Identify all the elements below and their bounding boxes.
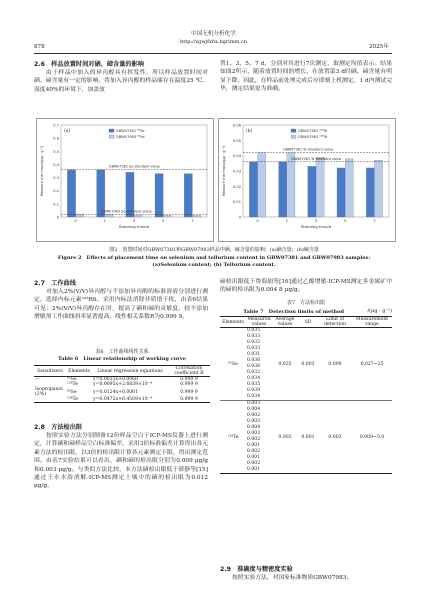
t6-h-3: Correlation coefficient R — [174, 366, 204, 376]
annotation-label: GBW07381 Te standard value — [283, 147, 334, 152]
measured-value: 0.001 — [247, 467, 261, 472]
t7-h: Measurement range — [355, 317, 389, 327]
x-tick-label: 3 — [132, 218, 136, 223]
t7-cell: 0.009~5.0 — [359, 434, 385, 440]
legend-label: GBW07983 ⁸²Se — [116, 135, 145, 139]
measured-value: 0.032 — [247, 370, 261, 375]
bar — [67, 170, 75, 217]
y-axis-label: Measure the mass/(μg · g⁻¹) — [40, 145, 44, 197]
section-2-6-text-right: 置1、3、5、7 d，分别对其进行7次测定，取测定均值表示。结果如图2所示，随着放置时间的增长，在放置第3 d时硒、碲含量有明显下降。因此，在样品前处理完成后应即刻上机测定，1 d内测试完毕，测定结果更为准确。 — [220, 61, 392, 93]
section-2-6-text-left: 由于样品中加入的异丙醇具有挥发性，所以样品放置时间对硒、碲含量有一定的影响。将加入异丙醇的样品储存在温度25 ℃、湿度40%的环境下，加盖放 — [34, 70, 208, 93]
legend-label: GBW07381 ⁸²Se — [116, 129, 145, 133]
section-2-6-title: 2.6 样品放置时间对硒、碲含量的影响 — [34, 61, 144, 68]
t6-cell: y=0.0472x+6.4509×10⁻⁴ — [93, 397, 152, 402]
measured-value: 0.036 — [247, 358, 261, 363]
y-tick-label: 0 — [56, 215, 59, 220]
measured-value: 0.032 — [247, 340, 261, 345]
table-6-caption-cn: 表6 工作曲线线性关系 — [95, 349, 149, 355]
t6-h-0: Sensitizers — [37, 368, 63, 374]
x-axis-label: Standing time/d — [300, 224, 332, 229]
x-tick-label: 0 — [74, 218, 77, 223]
bar — [337, 168, 345, 217]
section-2-8-title: 2.8 方法检出限 — [34, 424, 83, 431]
x-axis-label: Standing time/d — [118, 224, 150, 229]
chart-b-svg — [219, 119, 395, 241]
page-number: 878 — [34, 44, 45, 50]
t6-cell: 0.999 9 — [180, 382, 198, 387]
chart-panel-b — [218, 118, 396, 242]
measured-value: 0.002 — [247, 437, 261, 442]
measured-value: 0.035 — [247, 382, 261, 387]
legend-swatch — [109, 135, 114, 138]
table-7-header — [220, 317, 392, 328]
bar — [249, 162, 257, 217]
measured-value: 0.004 — [247, 425, 261, 430]
t7-cell: 0.035 — [278, 361, 292, 367]
bar — [76, 214, 84, 217]
t6-h-2: Linear regression equations — [97, 368, 163, 374]
legend-swatch — [291, 129, 296, 132]
table-row — [34, 387, 210, 397]
legend-label: GBW07983 ¹²⁸Te — [298, 135, 328, 139]
measured-value: 0.039 — [247, 388, 261, 393]
legend-swatch — [109, 129, 114, 132]
y-tick-label: 0.1 — [53, 202, 59, 207]
x-tick-label: 7 — [191, 218, 194, 223]
t7-h: Average values — [275, 317, 295, 327]
x-tick-label: 7 — [373, 218, 376, 223]
measured-value: 0.002 — [247, 413, 261, 418]
measured-value: 0.001 — [247, 443, 261, 448]
t6-cell: Isopropanol (2%) — [35, 387, 63, 397]
table-6 — [34, 365, 210, 403]
t6-cell: 0.999 9 — [180, 397, 198, 402]
section-2-9-text: 按照实验方法，对国家标准物质GBW07983、 — [232, 575, 353, 581]
table-row-te — [220, 401, 392, 474]
table-7-unit: /(μg · g⁻¹) — [367, 308, 392, 314]
t7-cell: 0.003 — [301, 361, 315, 367]
t7-se-values — [246, 328, 272, 401]
table-row-se — [220, 328, 392, 401]
header-rule — [34, 53, 392, 54]
y-tick-label: 0.02 — [232, 184, 241, 189]
annotation-label: GBW07983 Te standard value — [291, 156, 342, 161]
y-tick-label: 0.03 — [232, 169, 241, 174]
bar — [105, 214, 113, 217]
table-6-header — [34, 366, 210, 377]
legend-swatch — [291, 135, 296, 138]
t6-cell: 0.999 9 — [180, 377, 198, 382]
t6-cell: — — [35, 377, 40, 382]
table-6-caption-en: Table 6 Linear relationship of working curve — [58, 356, 186, 362]
y-tick-label: 0 — [238, 215, 241, 220]
section-2-7-text: 对加入2%(V/V)异丙醇与不添加异丙醇的标准溶液分别进行测定，选择内标元素¹⁰³Rh，采用内标法消除非质谱干扰，由表6结果可见：2%(V/V)异丙醇存在时，提高了硒和碲的灵敏度，较不添加增敏剂工作曲线斜率显著提高，线性相关系数R为0.999 9。 — [34, 289, 208, 321]
measured-value: 0.036 — [247, 364, 261, 369]
bar — [308, 166, 316, 217]
t6-cell — [34, 397, 66, 403]
t6-h-1: Elements — [68, 368, 90, 374]
t6-cell: y=0.0095x+2.6839×10⁻⁴ — [93, 382, 152, 387]
t6-cell: y=0.0124x+0.0061 — [93, 389, 139, 395]
y-tick-label: 0.04 — [232, 154, 241, 159]
panel-label: (b) — [246, 129, 253, 134]
measured-value: 0.001 — [247, 455, 261, 460]
section-2-8-text: 按照实验方法分别制备12份样品空白于ICP-MS仪器上进行测定，计算硒和碲样品空白标准偏差，采用3倍标准偏差计算得出各元素方法的检出限，以3倍的检出限计算各元素测定下限，得出测定范围。由表7实验结果可以看出，硒和碲的检出限分别为0.009 μg/g和0.003 μg/g。与类似方法比较，本方法硒检出限低于薛静等[15]通过王水水浴消解-ICP-MS测定土壤中的硒的检出限为0.012 μg/g， — [34, 433, 208, 490]
t7-cell: ¹²⁸Te — [227, 434, 239, 440]
x-tick-label: 5 — [161, 218, 165, 223]
y-tick-label: 0.4 — [53, 162, 59, 167]
measured-value: 0.034 — [247, 394, 261, 399]
bar — [366, 168, 374, 217]
bar — [155, 174, 163, 217]
figure-2-caption-en-1: Figure 2 Effects of placement time on selenium and tellurium content in GBW07381 and GBW07983 samples: — [57, 255, 371, 261]
table-7-caption-en — [220, 308, 392, 315]
y-tick-label: 0.2 — [53, 189, 59, 194]
t7-cell: 0.002 — [278, 434, 292, 440]
measured-value: 0.002 — [247, 449, 261, 454]
bar — [192, 215, 200, 217]
t7-h: Elements — [222, 319, 244, 325]
measured-value: 0.002 — [247, 461, 261, 466]
t7-cell: ⁸²Se — [228, 361, 238, 367]
t7-cell: 0.001 — [301, 434, 315, 440]
x-tick-label: 1 — [103, 218, 107, 223]
t7-cell: 0.003 — [328, 434, 342, 440]
panel-label: (a) — [64, 129, 71, 134]
bar — [374, 160, 382, 217]
year: 2025年 — [369, 44, 389, 50]
t7-h: Limit of detection — [324, 317, 346, 327]
measured-value: 0.034 — [247, 376, 261, 381]
t6-cell: ⁸²Se — [67, 389, 77, 395]
measured-value: 0.003 — [247, 401, 261, 406]
x-tick-label: 3 — [314, 218, 318, 223]
t6-cell: ¹²⁸Te — [67, 382, 78, 387]
y-tick-label: 0.01 — [232, 200, 241, 205]
t6-cell: y=0.0031x+0.0060 — [93, 377, 139, 382]
measured-value: 0.033 — [247, 346, 261, 351]
annotation-label: GBW07983 Se standard value — [101, 209, 152, 214]
x-tick-label: 5 — [343, 218, 347, 223]
bar — [287, 153, 295, 217]
journal-url: http://zgwjfxhx.bgrimm.cn — [180, 39, 247, 45]
y-tick-label: 0.5 — [53, 149, 59, 154]
y-tick-label: 0.06 — [232, 123, 241, 128]
t6-cell: ⁸²Se — [67, 377, 77, 382]
y-tick-label: 0.05 — [232, 138, 241, 143]
legend-label: GBW07381 ¹²⁸Te — [298, 129, 328, 133]
bar — [163, 215, 171, 217]
t7-cell: 0.009 — [328, 361, 342, 367]
table-7-caption-cn: 表7 方法检出限 — [286, 300, 326, 306]
measured-value: 0.033 — [247, 334, 261, 339]
y-tick-label: 0.6 — [53, 136, 59, 141]
x-tick-label: 0 — [256, 218, 259, 223]
bar — [134, 215, 142, 217]
chart-panel-a — [36, 118, 214, 242]
section-2-7-title: 2.7 工作曲线 — [34, 280, 76, 287]
y-axis-label: Measure the mass/(μg · g⁻¹) — [222, 145, 226, 197]
bar — [258, 153, 266, 217]
measured-value: 0.004 — [247, 407, 261, 412]
bar — [279, 162, 287, 217]
t7-h: Measured values — [247, 317, 271, 327]
t6-cell: ¹²⁸Te — [67, 397, 78, 402]
table-7-caption-en-text: Table 7 Detection limits of method — [243, 309, 344, 315]
y-tick-label: 0.3 — [53, 176, 59, 181]
measured-value: 0.035 — [247, 328, 261, 333]
table-7 — [220, 316, 392, 474]
section-2-9-title: 2.9 准确度与精密度实验 — [220, 566, 293, 573]
t6-cell: 0.999 9 — [180, 389, 198, 395]
figure-2-caption-cn: 图2 放置时间对GBW07381和GBW07983样品中硒、碲含量的影响：(a)硒含量；(b)碲含量 — [109, 247, 319, 253]
measured-value: 0.003 — [247, 419, 261, 424]
measured-value: 0.031 — [247, 352, 261, 357]
t7-te-values — [246, 401, 272, 474]
annotation-label: GBW07381 Se standard value — [109, 164, 160, 169]
figure-2-caption-en-2: (a)Selenium content; (b) Tellurium content. — [152, 262, 276, 268]
journal-title-cn: 中国无机分析化学 — [191, 31, 236, 37]
right-top-text: 碲检出限低于鲁海娟等[16]通过乙醇增敏-ICP-MS测定多金属矿中的碲的检出限为0.004 8 μg/g。 — [220, 279, 392, 294]
t7-cell: 0.027~25 — [360, 361, 384, 367]
x-tick-label: 1 — [285, 218, 289, 223]
bar — [345, 159, 353, 217]
t7-h: SD — [304, 319, 312, 325]
bar — [184, 174, 192, 217]
y-tick-label: 0.7 — [53, 123, 59, 128]
chart-a-svg — [37, 119, 213, 241]
bar — [316, 157, 324, 217]
measured-value: 0.003 — [247, 431, 261, 436]
table-row — [34, 397, 210, 403]
